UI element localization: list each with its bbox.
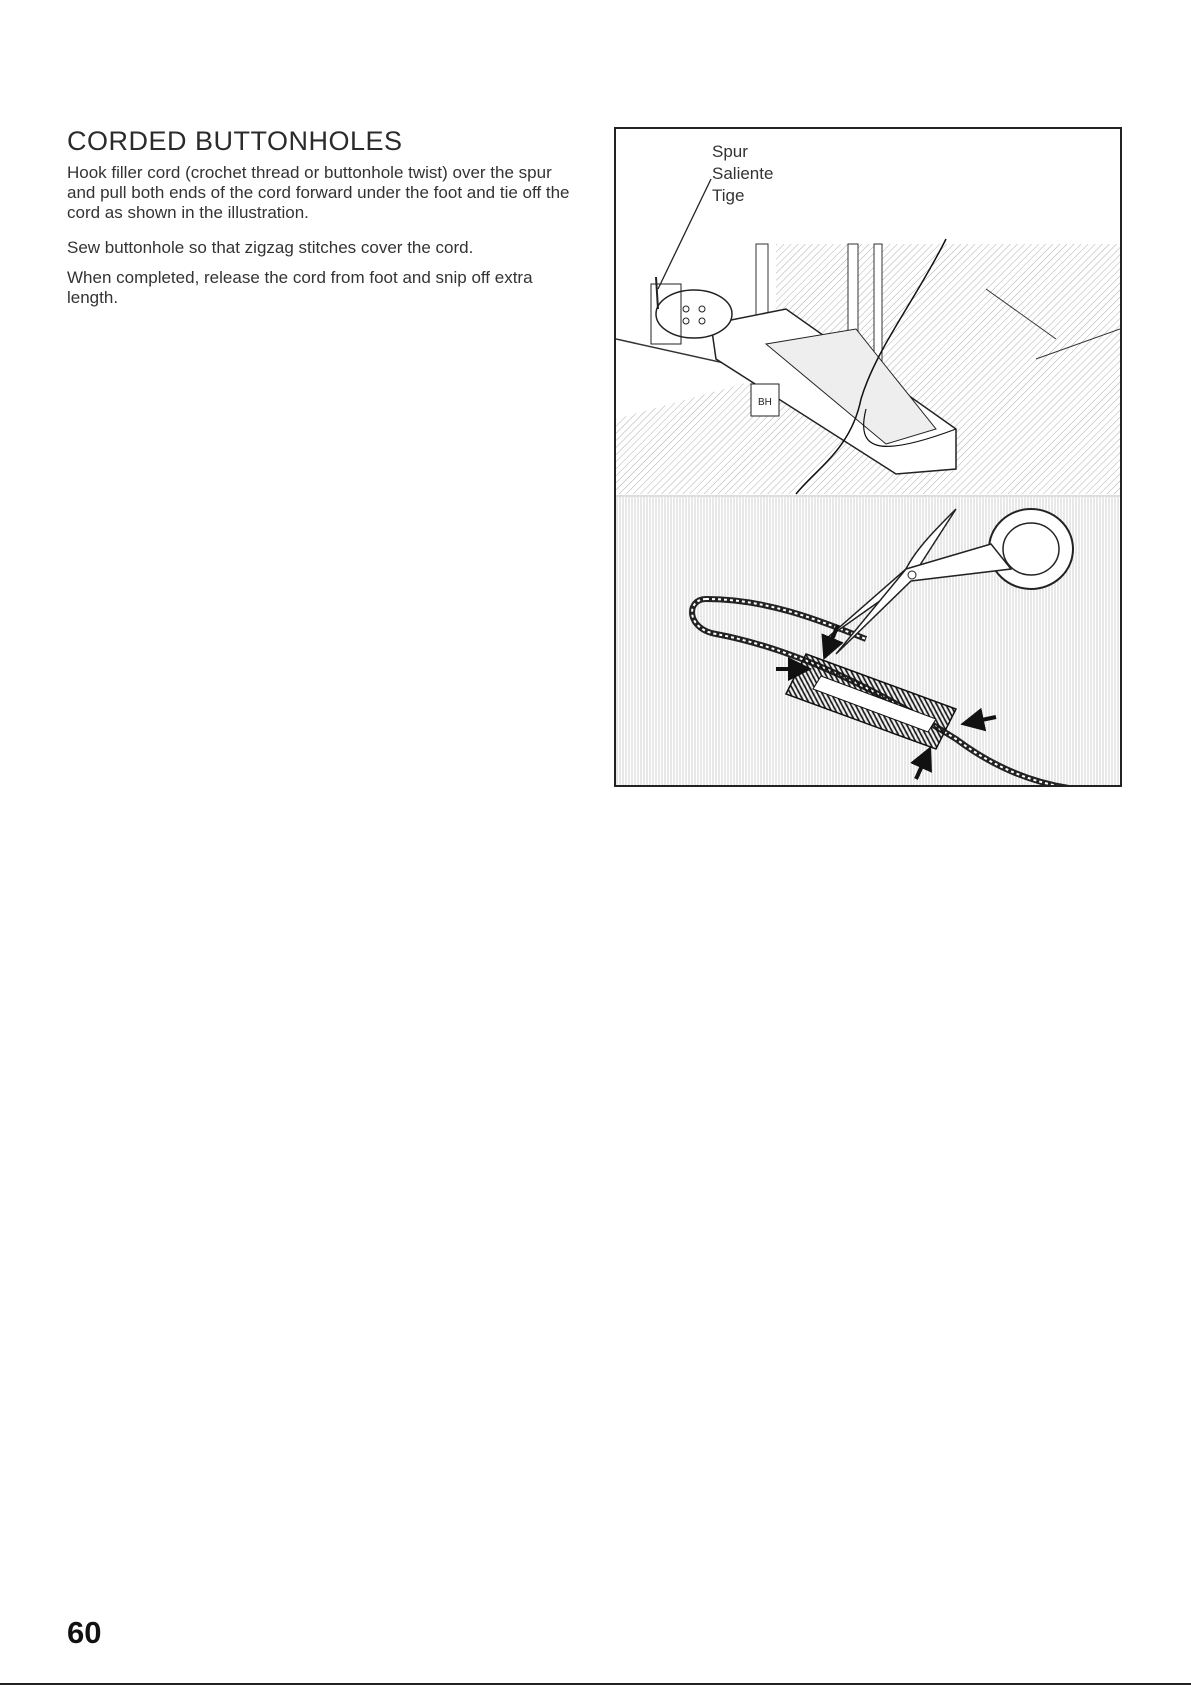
buttonhole-illustration	[614, 127, 1122, 787]
callout-spur: Spur	[712, 142, 748, 161]
instruction-paragraph: Hook filler cord (crochet thread or buttonhole twist) over the spur and pull both ends of the cord forward under the foot and tie off the cord as shown in the illustration.	[67, 163, 570, 222]
snip-cord-scene	[616, 497, 1120, 785]
instruction-paragraph: Sew buttonhole so that zigzag stitches cover the cord.	[67, 238, 474, 257]
illustration-drawing	[616, 129, 1120, 785]
section-title: CORDED BUTTONHOLES	[67, 126, 403, 156]
page-number: 60	[67, 1615, 102, 1650]
instruction-paragraph: When completed, release the cord from foot and snip off extra length.	[67, 268, 533, 307]
presser-foot-scene	[616, 179, 1120, 494]
foot-marking: BH	[758, 397, 772, 408]
callout-saliente: Saliente	[712, 164, 774, 183]
callout-tige: Tige	[712, 186, 745, 205]
